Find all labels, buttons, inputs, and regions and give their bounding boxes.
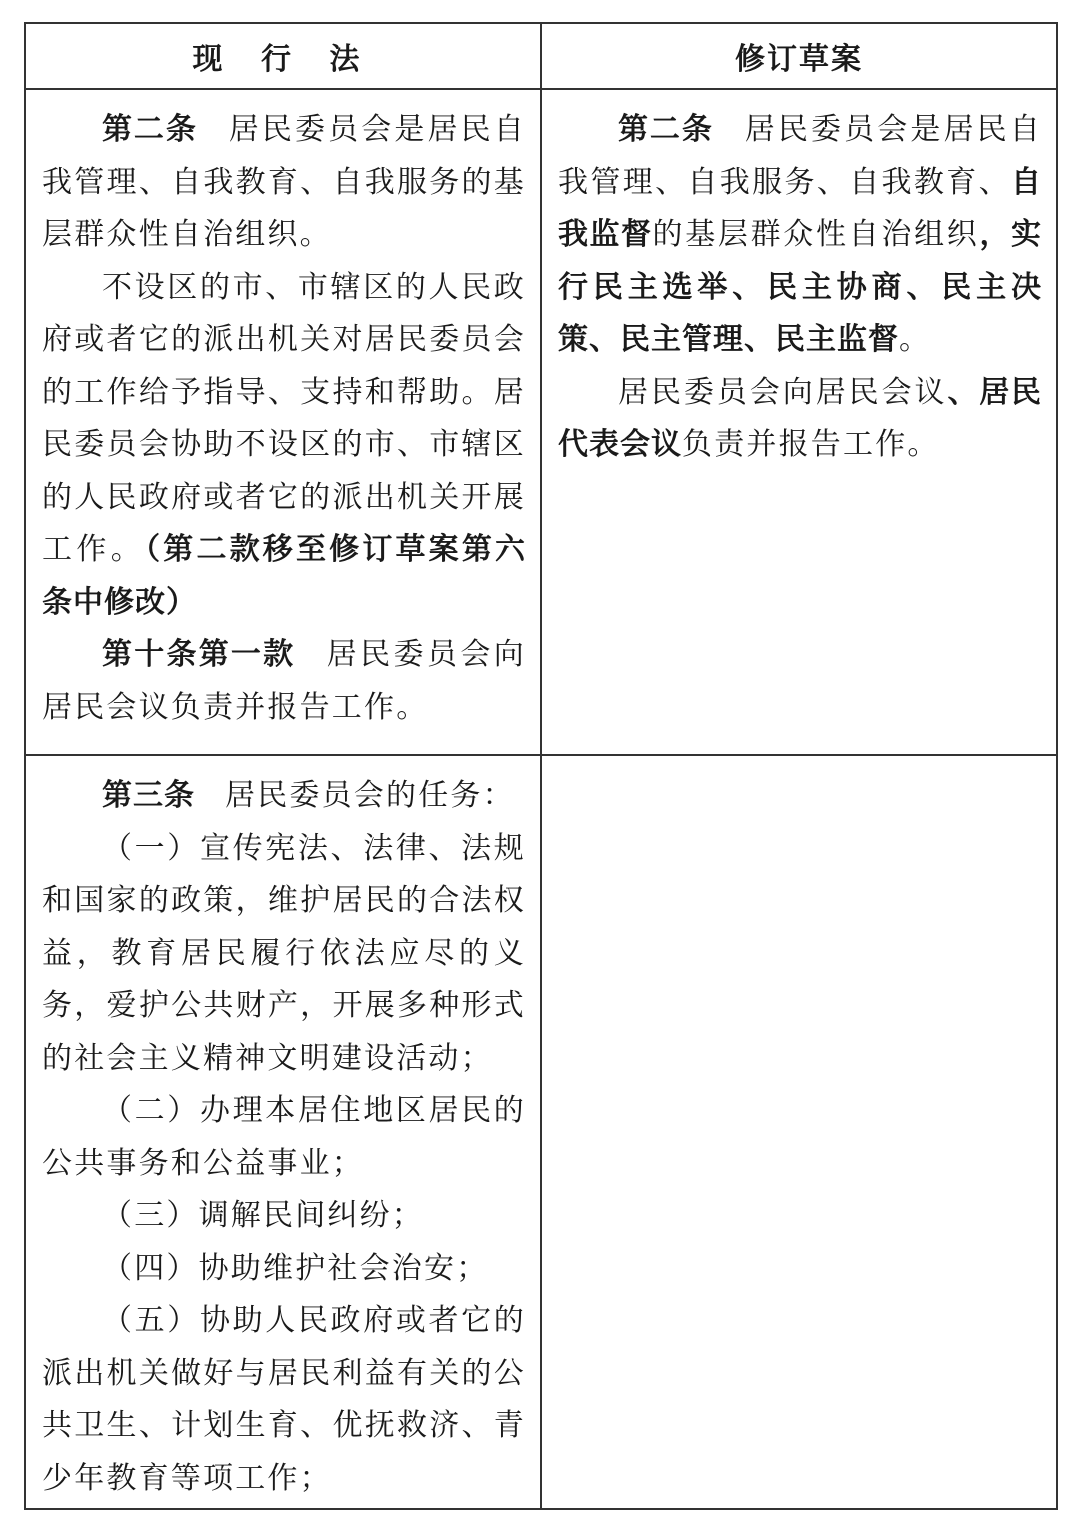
article-title: 第二条 [102, 112, 198, 147]
header-current-law: 现 行 法 [25, 23, 541, 89]
article-text: 居民委员会是居民自我管理、自我教育、自我服务的基层群众性自治组织。 [42, 112, 526, 252]
article-title: 第三条 [102, 778, 195, 813]
revised-draft-cell [541, 89, 1057, 755]
current-law-cell [25, 755, 541, 1509]
table-row [25, 89, 1057, 755]
revised-article-2-para-2 [558, 367, 1042, 472]
added-text: ，实行民主选举、民主协商、民主决策、民主管理、民主监督 [558, 217, 1042, 357]
article-text: 居民委员会向居民会议负责并报告工作。 [42, 637, 527, 725]
article-text: 的基层群众性自治组织 [652, 217, 980, 252]
article-text: 居民委员会是居民自我管理、自我服务、自我教育、 [558, 112, 1042, 200]
current-article-2 [42, 104, 526, 262]
paragraph-text: 居民委员会向居民会议 [618, 374, 948, 410]
header-row [25, 23, 1057, 89]
current-article-2-para-2 [42, 262, 526, 630]
article-title: 第二条 [618, 112, 714, 147]
current-article-3 [42, 770, 526, 823]
task-item: （一）宣传宪法、法律、法规和国家的政策，维护居民的合法权益，教育居民履行依法应尽的义务，爱护公共财产，开展多种形式的社会主义精神文明建设活动； [42, 830, 526, 1076]
added-text: 、居民代表会议 [558, 374, 1042, 462]
paragraph-text: 负责并报告工作。 [682, 427, 940, 462]
revised-article-2 [558, 104, 1042, 367]
article-text: 。 [899, 322, 932, 357]
task-item: （五）协助人民政府或者它的派出机关做好与居民利益有关的公共卫生、计划生育、优抚救济、青少年教育等项工作； [42, 1303, 526, 1496]
task-item: （三）调解民间纠纷； [102, 1198, 424, 1233]
revised-draft-cell-empty [541, 755, 1057, 1509]
task-item: （四）协助维护社会治安； [102, 1250, 489, 1286]
current-law-cell [25, 89, 541, 755]
article-title: 第十条第一款 [102, 637, 296, 672]
article-text: 居民委员会的任务： [225, 778, 515, 813]
header-revised-draft: 修订草案 [541, 23, 1057, 89]
task-item: （二）办理本居住地区居民的公共事务和公益事业； [42, 1093, 526, 1181]
current-article-10 [42, 629, 526, 734]
relocation-note: （第二款移至修订草案第六条中修改） [42, 532, 527, 620]
table-row [25, 755, 1057, 1509]
comparison-table [24, 22, 1058, 1510]
paragraph-text: 不设区的市、市辖区的人民政府或者它的派出机关对居民委员会的工作给予指导、支持和帮助。居民委员会协助不设区的市、市辖区的人民政府或者它的派出机关开展工作。 [42, 269, 526, 567]
added-text: 自我监督 [558, 164, 1042, 252]
